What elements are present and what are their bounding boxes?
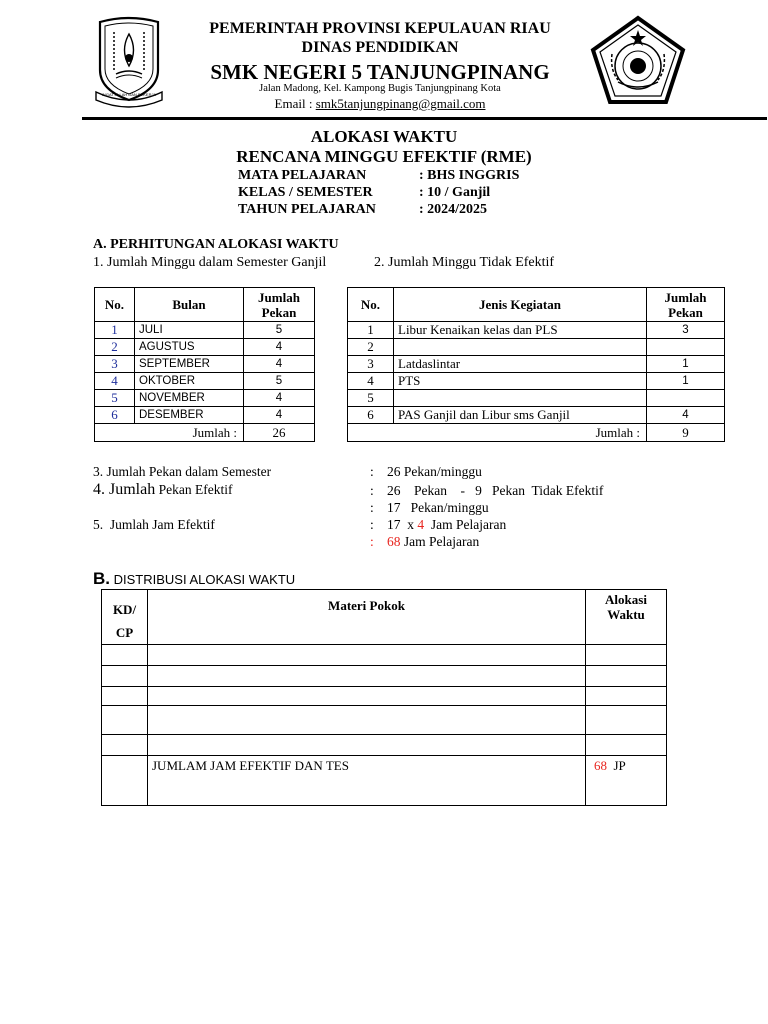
distribution-total-value — [586, 756, 667, 806]
activity-name — [394, 339, 647, 356]
month-no: 1 — [95, 322, 135, 339]
distribution-total-label: JUMLAM JAM EFEKTIF DAN TES — [148, 756, 586, 806]
header-dinas: DINAS PENDIDIKAN — [301, 39, 459, 56]
summary-item4-label-small: Pekan Efektif — [155, 482, 233, 497]
month-name: SEPTEMBER — [135, 356, 244, 373]
table-row — [348, 407, 725, 424]
distribution-total-number: 68 — [594, 758, 607, 773]
doc-title: ALOKASI WAKTU — [310, 127, 458, 146]
summary-item3-value: 26 Pekan/minggu — [387, 464, 482, 479]
email-link[interactable]: smk5tanjungpinang@gmail.com — [315, 96, 486, 111]
table-row — [348, 356, 725, 373]
section-a-heading: A. PERHITUNGAN ALOKASI WAKTU — [93, 237, 339, 252]
table-row — [95, 322, 315, 339]
months-total-row — [95, 424, 315, 442]
table-row — [95, 339, 315, 356]
section-b-heading — [93, 569, 295, 590]
distribution-header-kd — [102, 590, 148, 645]
activities-total-label: Jumlah : — [348, 424, 647, 442]
activity-name: Latdaslintar — [394, 356, 647, 373]
summary-item3-label: 3. Jumlah Pekan dalam Semester — [93, 464, 272, 479]
activity-no: 6 — [348, 407, 394, 424]
month-no: 2 — [95, 339, 135, 356]
field-label-subject: MATA PELAJARAN — [238, 168, 367, 183]
months-total-value: 26 — [244, 424, 315, 442]
section-a-sub2: 2. Jumlah Minggu Tidak Efektif — [374, 255, 555, 270]
table-row — [102, 706, 667, 735]
header-divider — [82, 117, 767, 120]
activity-name: Libur Kenaikan kelas dan PLS — [394, 322, 647, 339]
month-weeks: 4 — [244, 390, 315, 407]
header-province: PEMERINTAH PROVINSI KEPULAUAN RIAU — [209, 20, 551, 37]
section-b-title: DISTRIBUSI ALOKASI WAKTU — [110, 572, 296, 587]
summary-item5-value-b: Jam Pelajaran — [424, 517, 507, 532]
summary-item5-total — [387, 534, 479, 550]
summary-item5-value-a: 17 x — [387, 517, 418, 532]
activities-total-row — [348, 424, 725, 442]
activities-header-no: No. — [348, 288, 394, 322]
summary-item5-total-value: 68 — [387, 534, 401, 549]
activity-weeks: 3 — [647, 322, 725, 339]
summary-item4-label — [93, 481, 232, 499]
months-total-label: Jumlah : — [95, 424, 244, 442]
month-weeks: 4 — [244, 339, 315, 356]
month-weeks: 4 — [244, 407, 315, 424]
section-a-sub1: 1. Jumlah Minggu dalam Semester Ganjil — [93, 255, 327, 270]
months-header-pekan: Jumlah Pekan — [244, 288, 315, 322]
month-no: 3 — [95, 356, 135, 373]
header-address: Jalan Madong, Kel. Kampong Bugis Tanjungpinang Kota — [259, 83, 501, 94]
header-school-name: SMK NEGERI 5 TANJUNGPINANG — [210, 60, 550, 84]
activity-weeks — [647, 390, 725, 407]
table-row — [95, 407, 315, 424]
field-label-class: KELAS / SEMESTER — [238, 185, 373, 200]
summary-colon: : — [370, 464, 374, 479]
table-row — [348, 339, 725, 356]
month-name: DESEMBER — [135, 407, 244, 424]
activity-no: 3 — [348, 356, 394, 373]
summary-item5-total-text: Jam Pelajaran — [400, 534, 480, 549]
table-row — [102, 735, 667, 756]
months-header-no: No. — [95, 288, 135, 322]
activity-no: 5 — [348, 390, 394, 407]
distribution-table — [101, 589, 667, 806]
table-row — [102, 666, 667, 687]
activity-no: 4 — [348, 373, 394, 390]
distribution-header-materi: Materi Pokok — [148, 590, 586, 645]
table-row — [95, 356, 315, 373]
activities-header-kegiatan: Jenis Kegiatan — [394, 288, 647, 322]
activity-name: PAS Ganjil dan Libur sms Ganjil — [394, 407, 647, 424]
school-badge-icon — [588, 14, 688, 106]
month-no: 6 — [95, 407, 135, 424]
table-row — [95, 390, 315, 407]
table-row — [348, 390, 725, 407]
summary-item5-value — [387, 517, 506, 533]
summary-item4-value: 26 Pekan - 9 Pekan Tidak Efektif — [387, 483, 604, 498]
summary-colon: : — [370, 500, 374, 515]
activity-name — [394, 390, 647, 407]
activity-weeks: 4 — [647, 407, 725, 424]
distribution-header-kd-line1: KD/ — [112, 602, 137, 617]
right-logo — [588, 14, 688, 106]
table-row — [348, 322, 725, 339]
activities-header-pekan: Jumlah Pekan — [647, 288, 725, 322]
activities-table — [347, 287, 725, 442]
left-logo-banner: INGAT ALLAH DAN BEKERJA — [101, 92, 157, 97]
distribution-header-alokasi: Alokasi Waktu — [586, 590, 667, 645]
distribution-total-unit: JP — [607, 758, 626, 773]
month-weeks: 5 — [244, 322, 315, 339]
month-name: JULI — [135, 322, 244, 339]
summary-item5-hours-per-week: 4 — [417, 517, 425, 532]
activities-total-value: 9 — [647, 424, 725, 442]
summary-item4-value2: 17 Pekan/minggu — [387, 500, 489, 515]
summary-item4-label-big: 4. Jumlah — [93, 481, 156, 498]
month-name: OKTOBER — [135, 373, 244, 390]
field-value-subject: : BHS INGGRIS — [419, 168, 520, 183]
table-row — [95, 373, 315, 390]
field-value-year: : 2024/2025 — [419, 202, 488, 217]
month-weeks: 5 — [244, 373, 315, 390]
table-row — [348, 373, 725, 390]
summary-colon: : — [370, 517, 374, 532]
left-logo — [94, 16, 164, 108]
doc-subtitle: RENCANA MINGGU EFEKTIF (RME) — [236, 147, 532, 166]
months-header-bulan: Bulan — [135, 288, 244, 322]
activity-weeks: 1 — [647, 356, 725, 373]
table-row — [102, 645, 667, 666]
summary-item5-label: 5. Jumlah Jam Efektif — [93, 517, 215, 532]
summary-colon: : — [370, 483, 374, 498]
activity-no: 1 — [348, 322, 394, 339]
month-weeks: 4 — [244, 356, 315, 373]
section-b-letter: B. — [93, 569, 110, 588]
month-no: 5 — [95, 390, 135, 407]
month-name: AGUSTUS — [135, 339, 244, 356]
distribution-total-row — [102, 756, 667, 806]
month-no: 4 — [95, 373, 135, 390]
header-email-line — [170, 96, 590, 112]
field-label-year: TAHUN PELAJARAN — [238, 202, 376, 217]
activity-weeks — [647, 339, 725, 356]
activity-weeks: 1 — [647, 373, 725, 390]
table-row — [102, 687, 667, 706]
email-label: Email : — [274, 96, 313, 111]
activity-name: PTS — [394, 373, 647, 390]
activity-no: 2 — [348, 339, 394, 356]
field-value-class: : 10 / Ganjil — [419, 185, 491, 200]
distribution-header-kd-line2: CP — [115, 625, 134, 640]
months-table — [94, 287, 315, 442]
month-name: NOVEMBER — [135, 390, 244, 407]
summary-colon: : — [370, 534, 374, 549]
